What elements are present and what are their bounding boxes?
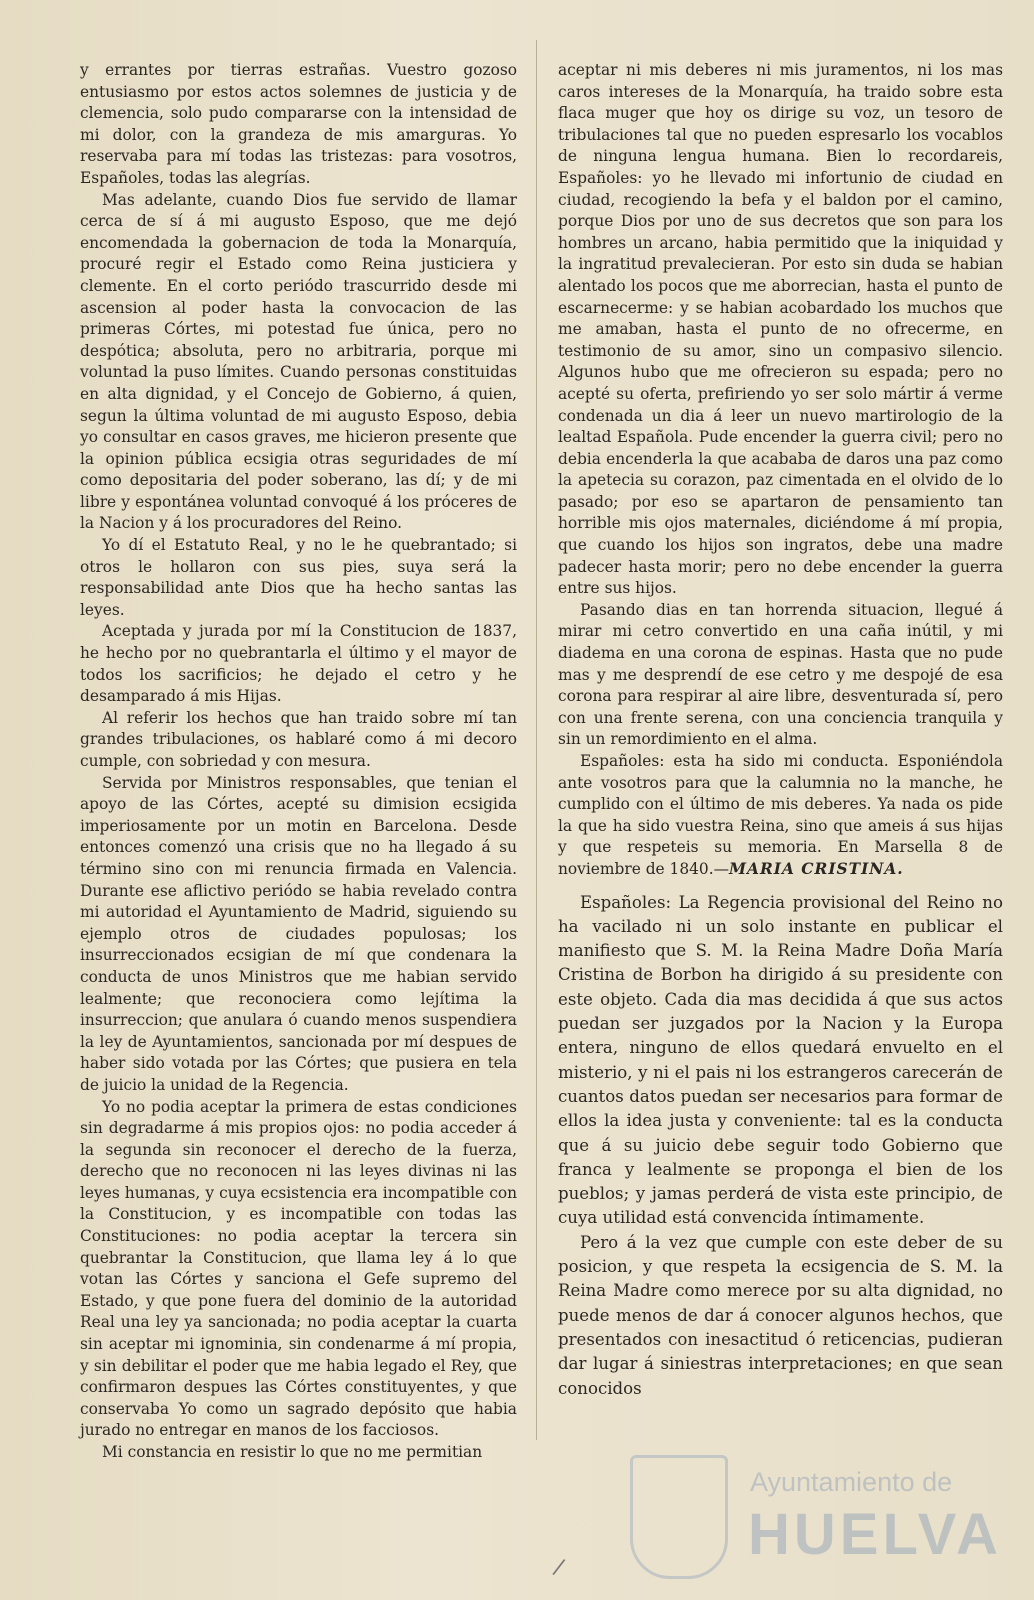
paragraph: Pasando dias en tan horrenda situacion, llegué á mirar mi cetro convertido en una caña inútil, y mi diadema en una corona de espinas. Hasta que no pude mas y me desprendí de ese cetro y me despojé de esa corona para respirar al aire libre, desventurada sí, pero con una frente serena, con una conciencia tranquila y sin un remordimiento en el alma. bbox=[558, 600, 1003, 749]
paragraph: Aceptada y jurada por mí la Constitucion de 1837, he hecho por no quebrantarla el último y el mayor de todos los sacrificios; he dejado el cetro y he desamparado á mis Hijas. bbox=[80, 622, 517, 706]
stray-mark: / bbox=[550, 1554, 567, 1581]
watermark-line2: HUELVA bbox=[748, 1502, 1002, 1567]
paragraph: Yo dí el Estatuto Real, y no le he quebrantado; si otros le hollaron con sus pies, suya será la responsabilidad ante Dios que ha hecho santas las leyes. bbox=[80, 536, 517, 619]
signature: MARIA CRISTINA. bbox=[729, 859, 904, 878]
right-column bbox=[558, 60, 1003, 1401]
paragraph: y errantes por tierras estrañas. Vuestro gozoso entusiasmo por estos actos solemnes de justicia y de clemencia, solo pudo compararse con la intensidad de mi dolor, con la grandeza de mis amarguras. Yo reservaba para mí todas las tristezas: para vosotros, Españoles, todas las alegrías. bbox=[80, 61, 517, 187]
left-column bbox=[80, 60, 517, 1464]
paragraph: Al referir los hechos que han traido sobre mí tan grandes tribulaciones, os hablaré como á mi decoro cumple, con sobriedad y con mesura. bbox=[80, 708, 517, 770]
paragraph: Españoles: La Regencia provisional del Reino no ha vacilado ni un solo instante en publicar el manifiesto que S. M. la Reina Madre Doña María Cristina de Borbon ha dirigido á su presidente con este objeto. Cada dia mas decidida á que sus actos puedan ser juzgados por la Nacion y la Europa entera, ninguno de ellos quedará envuelto en el misterio, y ni el pais ni los estrangeros carecerán de cuantos datos puedan ser necesarios para formar de ellos la idea justa y conveniente: tal es la conducta que á su juicio debe seguir todo Gobierno que franca y lealmente se proponga el bien de los pueblos; y jamas perderá de vista este principio, de cuya utilidad está convencida íntimamente. bbox=[558, 892, 1003, 1228]
paragraph: Servida por Ministros responsables, que tenian el apoyo de las Córtes, acepté su dimision ecsigida imperiosamente por un motin en Barcelona. Desde entonces comenzó una crisis que no ha llegado á su término sino con mi renuncia firmada en Valencia. Durante ese aflictivo periódo se habia revelado contra mi autoridad el Ayuntamiento de Madrid, siguiendo su ejemplo otros de ciudades populosas; los insurreccionados ecsigian de mí que condenara la conducta de unos Ministros que me habian servido lealmente; que reconociera como lejítima la insurreccion; que anulara ó cuando menos suspendiera la ley de Ayuntamientos, sancionada por mí despues de haber sido votada por las Córtes; que pusiera en tela de juicio la unidad de la Regencia. bbox=[80, 773, 517, 1094]
paragraph: aceptar ni mis deberes ni mis juramentos, ni los mas caros intereses de la Monarquía, ha traido sobre esta flaca muger que hoy os dirige su voz, un tesoro de tribulaciones tal que no pueden espresarlo los vocablos de ninguna lengua humana. Bien lo recordareis, Españoles: yo he llevado mi infortunio de ciudad en ciudad, recogiendo la befa y el baldon por el camino, porque Dios por uno de sus decretos que son para los hombres un arcano, habia permitido que la iniquidad y la ingratitud prevalecieran. Por esto sin duda se habian alentado los pocos que me aborrecian, hasta el punto de escarnecerme: y se habian acobardado los muchos que me amaban, hasta el punto de no ofrecerme, en testimonio de su amor, sino un compasivo silencio. Algunos hubo que me ofrecieron su espada; pero no acepté su oferta, prefiriendo yo ser solo mártir á verme condenada un dia á leer un nuevo martirologio de la lealtad Española. Pude encender la guerra civil; pero no debia encenderla la que acababa de daros una paz como la apetecia su corazon, paz cimentada en el olvido de lo pasado; por eso se apartaron de pensamiento tan horrible mis ojos maternales, diciéndome á mí propia, que cuando los hijos son ingratos, debe una madre padecer hasta morir; pero no debe encender la guerra entre sus hijos. bbox=[558, 61, 1003, 598]
paragraph: Pero á la vez que cumple con este deber de su posicion, y que respeta la ecsigencia de S. M. la Reina Madre como merece por su alta dignidad, no puede menos de dar á conocer algunos hechos, que presentados con inesactitud ó reticencias, pudieran dar lugar á siniestras interpretaciones; en que sean conocidos bbox=[558, 1232, 1003, 1398]
column-divider bbox=[536, 40, 537, 1440]
paragraph: Mas adelante, cuando Dios fue servido de llamar cerca de sí á mi augusto Esposo, que me dejó encomendada la gobernacion de toda la Monarquía, procuré regir el Estado como Reina justiciera y clemente. En el corto periódo trascurrido desde mi ascension al poder hasta la convocacion de las primeras Córtes, mi potestad fue única, pero no despótica; absoluta, pero no arbitraria, porque mi voluntad la puso límites. Cuando personas constituidas en alta dignidad, y el Concejo de Gobierno, á quien, segun la última voluntad de mi augusto Esposo, debia yo consultar en casos graves, me hicieron presente que la opinion pública ecsigia otras seguridades de mí como depositaria del poder soberano, las dí; y de mi libre y espontánea voluntad convoqué á los próceres de la Nacion y á los procuradores del Reino. bbox=[80, 190, 517, 533]
paragraph bbox=[558, 751, 1003, 881]
paragraph: Yo no podia aceptar la primera de estas condiciones sin degradarme á mis propios ojos: no podia acceder á la segunda sin reconocer el derecho de la fuerza, derecho que no reconocen ni las leyes divinas ni las leyes humanas, y cuya ecsistencia era incompatible con la Constitucion, y es incompatible con todas las Constituciones: no podia aceptar la tercera sin quebrantar la Constitucion, que llama ley á lo que votan las Córtes y sanciona el Gefe supremo del Estado, y que pone fuera del dominio de la autoridad Real una ley ya sancionada; no podia aceptar la cuarta sin aceptar mi ignominia, sin condenarme á mí propia, y sin debilitar el poder que me habia legado el Rey, que confirmaron despues las Córtes constituyentes, y que conservaba Yo como un sagrado depósito que habia jurado no entregar en manos de los facciosos. bbox=[80, 1097, 517, 1440]
paragraph-text: Españoles: esta ha sido mi conducta. Esponiéndola ante vosotros para que la calumnia no la manche, he cumplido con el último de mis deberes. Ya nada os pide la que ha sido vuestra Reina, sino que ameis á sus hijas y que respeteis su memoria. En Marsella 8 de noviembre de 1840.— bbox=[558, 752, 1003, 878]
regency-statement bbox=[558, 891, 1003, 1401]
paragraph: Mi constancia en resistir lo que no me permitian bbox=[102, 1443, 483, 1461]
coat-of-arms-icon bbox=[630, 1455, 728, 1579]
archive-watermark bbox=[630, 1455, 1010, 1575]
section-gap bbox=[558, 881, 1003, 891]
watermark-line1: Ayuntamiento de bbox=[750, 1467, 953, 1497]
